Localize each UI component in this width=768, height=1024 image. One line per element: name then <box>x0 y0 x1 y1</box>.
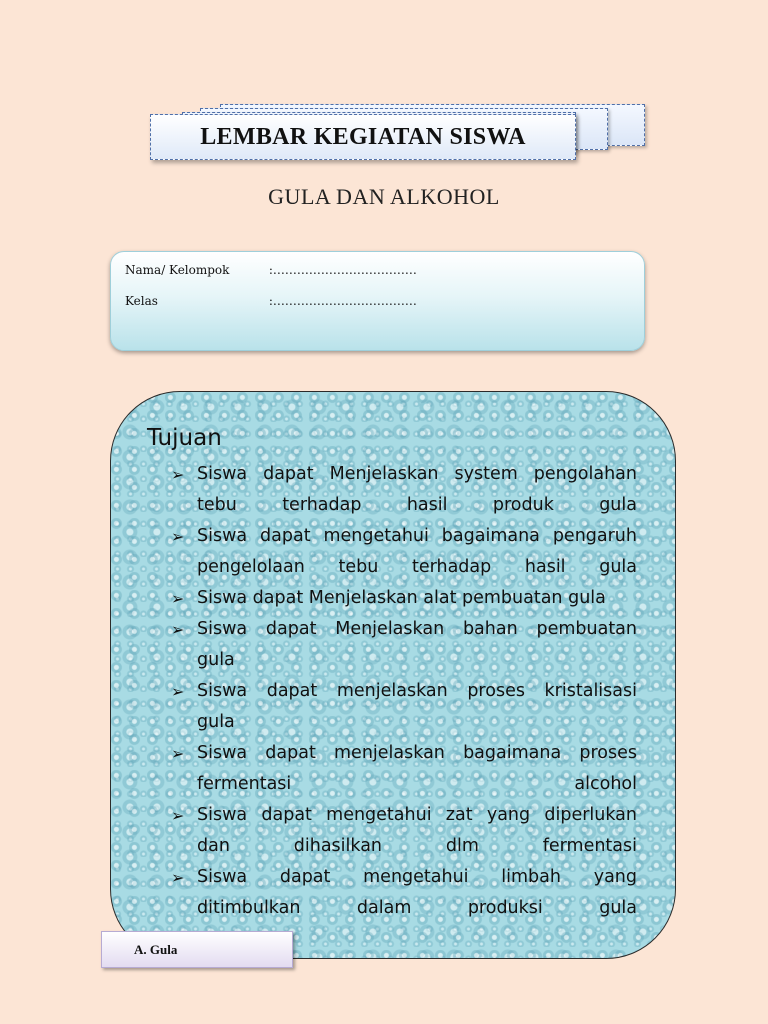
arrow-bullet-icon: ➢ <box>171 620 185 639</box>
list-item: ➢ Siswa dapat Menjelaskan bahan pembuatan gula <box>169 614 637 676</box>
arrow-bullet-icon: ➢ <box>171 682 185 701</box>
class-label: Kelas <box>125 294 158 308</box>
page-subtitle: GULA DAN ALKOHOL <box>268 184 500 209</box>
arrow-bullet-icon: ➢ <box>171 589 185 608</box>
title-banner-front <box>150 114 576 160</box>
list-item: ➢ Siswa dapat mengetahui zat yang diperlukan dan dihasilkan dlm fermentasi <box>169 800 637 862</box>
name-field: :……………………………… <box>268 263 417 277</box>
list-item: ➢ Siswa dapat menjelaskan proses kristalisasi gula <box>169 676 637 738</box>
arrow-bullet-icon: ➢ <box>171 744 185 763</box>
goals-list <box>169 459 637 924</box>
page-title: LEMBAR KEGIATAN SISWA <box>200 123 526 150</box>
class-field: :……………………………… <box>268 294 417 308</box>
section-heading-tab <box>101 931 293 968</box>
arrow-bullet-icon: ➢ <box>171 868 185 887</box>
arrow-bullet-icon: ➢ <box>171 465 185 484</box>
list-item: ➢ Siswa dapat mengetahui limbah yang ditimbulkan dalam produksi gula <box>169 862 637 924</box>
name-label: Nama/ Kelompok <box>125 263 230 277</box>
section-heading: A. Gula <box>134 941 178 957</box>
arrow-bullet-icon: ➢ <box>171 527 185 546</box>
goals-panel <box>110 391 676 959</box>
list-item: ➢ Siswa dapat Menjelaskan alat pembuatan gula <box>169 583 637 614</box>
list-item: ➢ Siswa dapat Menjelaskan system pengolahan tebu terhadap hasil produk gula <box>169 459 637 521</box>
title-banner <box>0 0 768 170</box>
arrow-bullet-icon: ➢ <box>171 806 185 825</box>
list-item: ➢ Siswa dapat menjelaskan bagaimana proses fermentasi alcohol <box>169 738 637 800</box>
list-item: ➢ Siswa dapat mengetahui bagaimana pengaruh pengelolaan tebu terhadap hasil gula <box>169 521 637 583</box>
identity-box <box>110 251 645 351</box>
identity-row-class <box>125 294 417 308</box>
identity-row-name <box>125 263 417 277</box>
goals-heading: Tujuan <box>147 425 222 451</box>
